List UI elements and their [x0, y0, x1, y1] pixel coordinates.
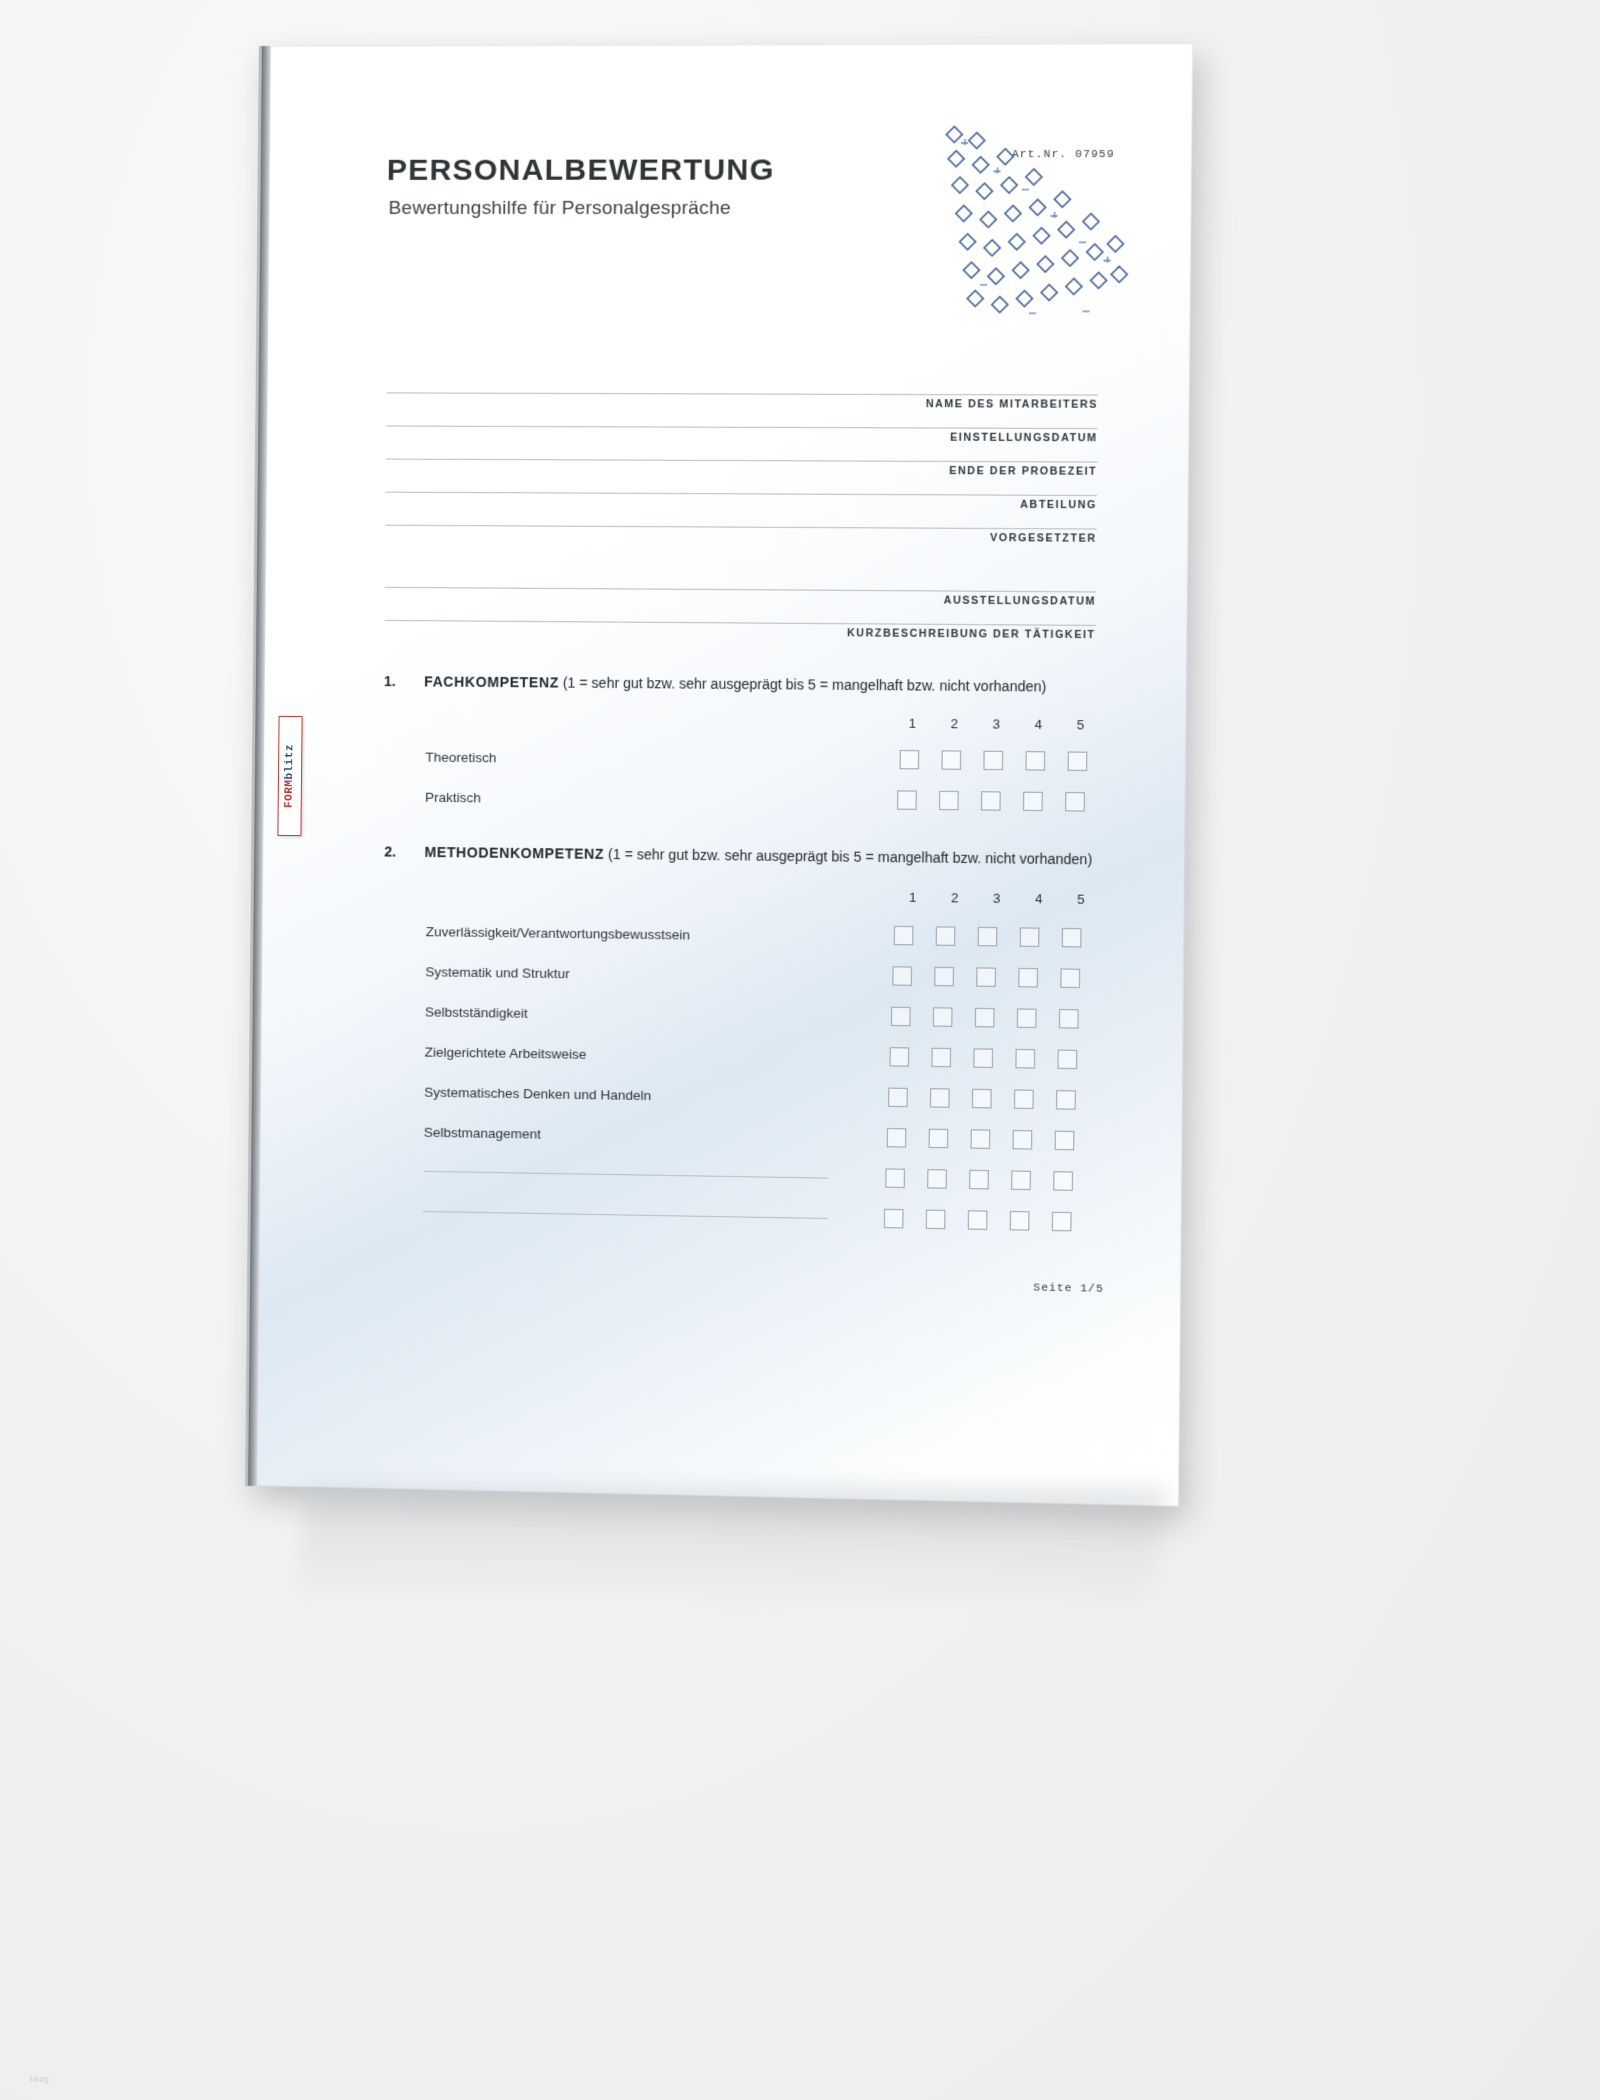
section-1-number: 1. — [383, 673, 396, 690]
rating-checkbox-1[interactable] — [888, 1088, 908, 1108]
rating-checkbox-5[interactable] — [1056, 1090, 1076, 1110]
rating-checkbox-4[interactable] — [1010, 1211, 1030, 1231]
scale-col-4: 4 — [1034, 891, 1043, 907]
rating-checkbox-5[interactable] — [1060, 968, 1080, 988]
rating-row-blank-2[interactable] — [884, 1209, 1089, 1233]
field-row-name[interactable] — [387, 372, 1099, 411]
rating-checkbox-1[interactable] — [891, 1007, 911, 1026]
field-input-line[interactable] — [385, 587, 1096, 593]
field-input-line[interactable] — [385, 525, 1096, 530]
field-label: EINSTELLUNGSDATUM — [950, 431, 1098, 445]
rating-checkbox-2[interactable] — [933, 1007, 953, 1026]
scale-col-1: 1 — [908, 715, 917, 731]
rating-checkbox-3[interactable] — [978, 927, 998, 946]
rating-row-zuverlaessigkeit[interactable] — [894, 926, 1099, 949]
rating-checkbox-4[interactable] — [1023, 792, 1043, 811]
scale-col-3: 3 — [992, 716, 1000, 732]
field-input-line[interactable] — [386, 425, 1097, 429]
rating-checkbox-4[interactable] — [1015, 1049, 1035, 1069]
rating-checkbox-1[interactable] — [887, 1128, 907, 1148]
page-subtitle: Bewertungshilfe für Personalgespräche — [388, 197, 731, 220]
rating-checkbox-3[interactable] — [981, 791, 1001, 810]
section-1-note: (1 = sehr gut bzw. sehr ausgeprägt bis 5 = mangelhaft bzw. nicht vorhanden) — [562, 674, 1047, 695]
rating-checkbox-2[interactable] — [929, 1129, 949, 1149]
field-row-issue-date[interactable] — [385, 567, 1097, 608]
section-2-note: (1 = sehr gut bzw. sehr ausgeprägt bis 5 = mangelhaft bzw. nicht vorhanden) — [608, 845, 1093, 868]
rating-checkbox-3[interactable] — [969, 1170, 989, 1190]
rating-checkbox-2[interactable] — [931, 1048, 951, 1068]
rating-checkbox-1[interactable] — [884, 1209, 904, 1229]
rating-checkbox-2[interactable] — [926, 1210, 946, 1230]
rating-checkbox-4[interactable] — [1013, 1130, 1033, 1150]
rating-checkbox-5[interactable] — [1059, 1009, 1079, 1029]
rating-row-selbstmanagement[interactable] — [887, 1128, 1092, 1152]
rating-checkbox-1[interactable] — [897, 790, 917, 809]
rating-checkbox-4[interactable] — [1014, 1089, 1034, 1109]
rating-checkbox-2[interactable] — [936, 926, 956, 945]
rating-checkbox-2[interactable] — [927, 1169, 947, 1189]
rating-checkbox-1[interactable] — [900, 750, 920, 769]
field-input-line[interactable] — [386, 459, 1097, 463]
page-title: PERSONALBEWERTUNG — [386, 153, 775, 187]
rating-row-systematisches-denken[interactable] — [888, 1088, 1093, 1111]
rating-checkbox-3[interactable] — [975, 1008, 995, 1028]
rating-checkbox-5[interactable] — [1053, 1171, 1073, 1191]
scale-col-2: 2 — [950, 890, 959, 906]
field-row-job-description[interactable] — [384, 600, 1096, 642]
field-input-line[interactable] — [386, 492, 1097, 496]
blank-item-line-1[interactable] — [423, 1171, 828, 1179]
field-row-supervisor[interactable] — [385, 505, 1097, 545]
item-label-selbstmanagement: Selbstmanagement — [423, 1124, 542, 1142]
rating-checkbox-4[interactable] — [1026, 751, 1046, 770]
rating-checkbox-5[interactable] — [1065, 792, 1085, 811]
item-label-theoretisch: Theoretisch — [425, 749, 497, 766]
rating-row-praktisch[interactable] — [897, 790, 1102, 812]
item-label-zielgerichtete-arbeitsweise: Zielgerichtete Arbeitsweise — [424, 1044, 587, 1062]
rating-checkbox-3[interactable] — [976, 967, 996, 986]
rating-checkbox-1[interactable] — [885, 1168, 905, 1188]
field-label: NAME DES MITARBEITERS — [925, 398, 1098, 411]
blank-item-line-2[interactable] — [423, 1211, 828, 1219]
document-page-wrapper — [245, 43, 1193, 1506]
section-2-heading — [424, 844, 1092, 868]
rating-checkbox-5[interactable] — [1052, 1212, 1072, 1232]
rating-checkbox-3[interactable] — [972, 1089, 992, 1109]
scale-col-5: 5 — [1076, 717, 1085, 733]
scale-col-5: 5 — [1076, 891, 1085, 907]
section-2-scale-header — [902, 890, 1107, 909]
rating-checkbox-4[interactable] — [1011, 1171, 1031, 1191]
scale-col-2: 2 — [950, 716, 958, 732]
field-input-line[interactable] — [387, 392, 1098, 395]
rating-checkbox-5[interactable] — [1068, 752, 1088, 771]
field-label: KURZBESCHREIBUNG DER TÄTIGKEIT — [846, 627, 1096, 642]
rating-row-blank-1[interactable] — [885, 1168, 1090, 1192]
field-label: AUSSTELLUNGSDATUM — [943, 594, 1097, 608]
page-reflection — [294, 1488, 1167, 1608]
item-label-systematisches-denken: Systematisches Denken und Handeln — [424, 1084, 652, 1104]
rating-checkbox-5[interactable] — [1055, 1131, 1075, 1151]
item-label-systematik: Systematik und Struktur — [425, 964, 570, 982]
header-fields-block-2 — [384, 567, 1097, 642]
article-number: Art.Nr. 07959 — [1011, 148, 1115, 162]
corner-watermark: hkdg — [30, 2075, 50, 2084]
scale-col-1: 1 — [908, 889, 917, 905]
field-row-probation-end[interactable] — [386, 439, 1098, 478]
rating-row-systematik[interactable] — [892, 966, 1097, 989]
rating-checkbox-1[interactable] — [890, 1047, 910, 1066]
item-label-praktisch: Praktisch — [424, 789, 481, 806]
rating-checkbox-5[interactable] — [1058, 1050, 1078, 1070]
field-label: VORGESETZTER — [990, 532, 1097, 545]
section-2-title: METHODENKOMPETENZ — [424, 843, 605, 862]
item-label-zuverlaessigkeit: Zuverlässigkeit/Verantwortungsbewusstsein — [425, 924, 691, 943]
brand-name-blitz: blitz — [283, 743, 297, 780]
scale-col-3: 3 — [992, 890, 1001, 906]
brand-name-form: FORM — [283, 779, 296, 809]
page-number: Seite 1/5 — [1033, 1282, 1104, 1296]
rating-checkbox-4[interactable] — [1018, 968, 1038, 988]
rating-row-selbststaendigkeit[interactable] — [891, 1007, 1096, 1030]
rating-checkbox-4[interactable] — [1020, 927, 1040, 946]
rating-checkbox-2[interactable] — [934, 967, 954, 986]
field-row-department[interactable] — [386, 472, 1098, 512]
rating-checkbox-5[interactable] — [1062, 928, 1082, 948]
document-page — [245, 43, 1193, 1506]
rating-checkbox-2[interactable] — [939, 791, 959, 810]
section-1-title: FACHKOMPETENZ — [424, 673, 560, 691]
field-label: ENDE DER PROBEZEIT — [949, 464, 1098, 478]
rating-checkbox-2[interactable] — [941, 750, 961, 769]
decorative-glyph-triangle — [939, 123, 1136, 331]
header-fields-block-1 — [385, 372, 1098, 545]
rating-checkbox-2[interactable] — [930, 1088, 950, 1108]
rating-checkbox-3[interactable] — [983, 751, 1003, 770]
scale-col-4: 4 — [1034, 716, 1043, 733]
rating-checkbox-3[interactable] — [973, 1048, 993, 1068]
rating-checkbox-1[interactable] — [894, 926, 914, 945]
page-content — [248, 43, 1193, 1506]
section-1-scale-header — [902, 716, 1107, 734]
item-label-selbststaendigkeit: Selbstständigkeit — [424, 1004, 528, 1021]
rating-checkbox-1[interactable] — [892, 966, 912, 985]
section-1-heading — [424, 673, 1046, 694]
rating-checkbox-4[interactable] — [1017, 1008, 1037, 1028]
rating-row-theoretisch[interactable] — [900, 750, 1105, 772]
field-input-line[interactable] — [385, 620, 1096, 626]
rating-row-zielgerichtete-arbeitsweise[interactable] — [890, 1047, 1095, 1070]
formblitz-brand-tab — [277, 716, 302, 836]
rating-checkbox-3[interactable] — [971, 1129, 991, 1149]
field-row-hiring-date[interactable] — [386, 405, 1098, 445]
section-2-number: 2. — [384, 843, 397, 860]
rating-checkbox-3[interactable] — [968, 1210, 988, 1230]
field-label: ABTEILUNG — [1020, 498, 1097, 512]
